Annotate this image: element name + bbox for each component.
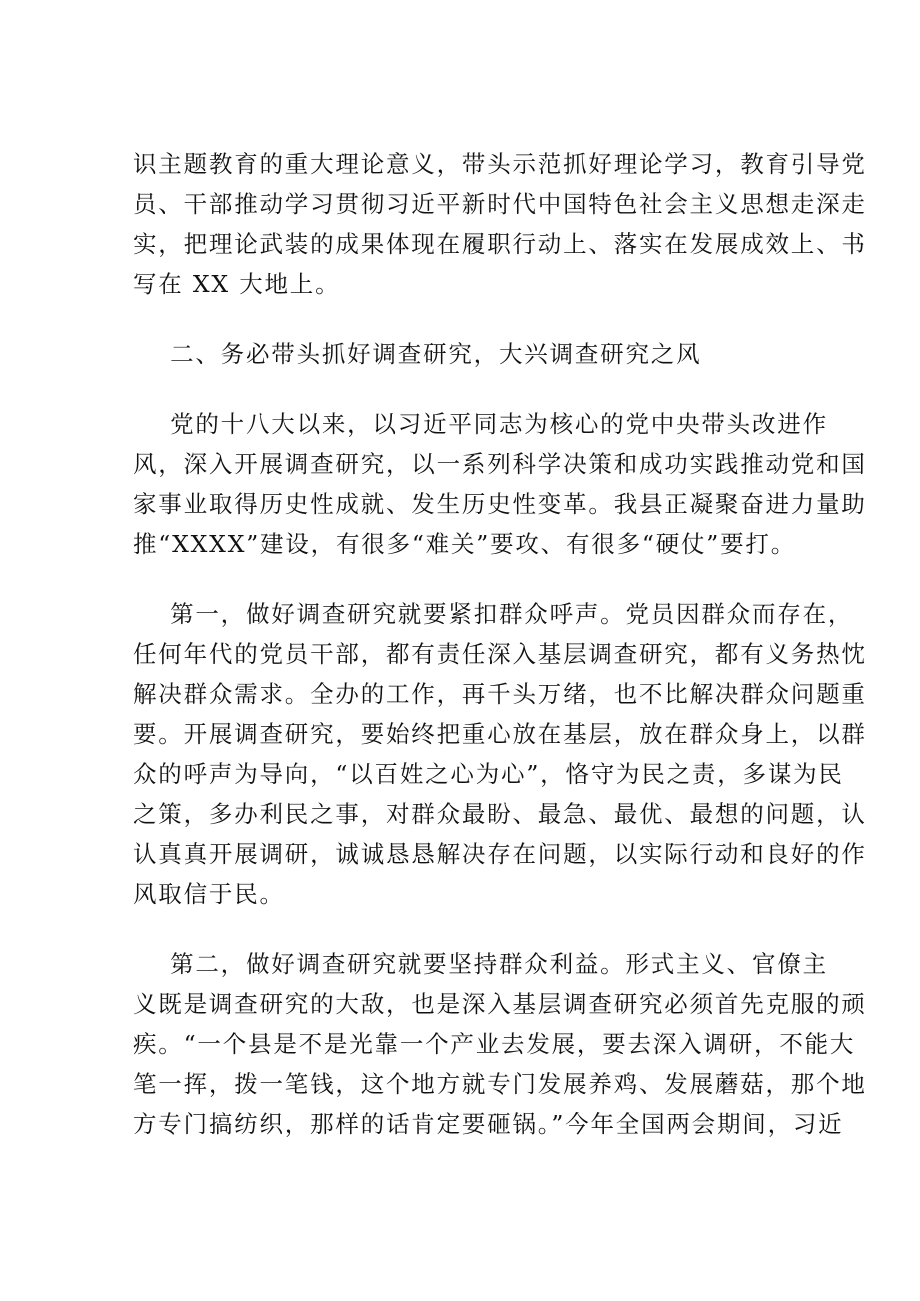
text-line: 识主题教育的重大理论意义，带头示范抓好理论学习，教育引导党 xyxy=(133,150,867,178)
text-line: 要。开展调查研究，要始终把重心放在基层，放在群众身上，以群 xyxy=(133,720,867,748)
text-line: 疾。“一个县是不是光靠一个产业去发展，要去深入调研，不能大 xyxy=(133,1030,856,1058)
text-line: 风取信于民。 xyxy=(133,880,285,908)
text-line: 风，深入开展调查研究，以一系列科学决策和成功实践推动党和国 xyxy=(133,450,867,478)
text-line: 党的十八大以来，以习近平同志为核心的党中央带头改进作 xyxy=(133,410,828,438)
text-line: 认真真开展调研，诚诚恳恳解决存在问题，以实际行动和良好的作 xyxy=(133,840,867,868)
document-body xyxy=(133,144,867,1144)
text-line: 推“XXXX”建设，有很多“难关”要攻、有很多“硬仗”要打。 xyxy=(133,530,797,558)
text-line: 写在 XX 大地上。 xyxy=(133,270,341,298)
text-line: 员、干部推动学习贯彻习近平新时代中国特色社会主义思想走深走 xyxy=(133,190,867,218)
text-line: 解决群众需求。全办的工作，再千头万绪，也不比解决群众问题重 xyxy=(133,680,867,708)
text-line: 家事业取得历史性成就、发生历史性变革。我县正凝聚奋进力量助 xyxy=(133,490,867,518)
text-line: 笔一挥，拨一笔钱，这个地方就专门发展养鸡、发展蘑菇，那个地 xyxy=(133,1070,867,1098)
text-line: 义既是调查研究的大敌，也是深入基层调查研究必须首先克服的顽 xyxy=(133,990,867,1018)
text-line: 方专门搞纺织，那样的话肯定要砸锅。”今年全国两会期间，习近 xyxy=(133,1110,844,1138)
text-line: 众的呼声为导向，“以百姓之心为心”，恪守为民之责，多谋为民 xyxy=(133,760,844,788)
section-heading: 二、务必带头抓好调查研究，大兴调查研究之风 xyxy=(133,340,702,368)
text-line: 实，把理论武装的成果体现在履职行动上、落实在发展成效上、书 xyxy=(133,230,867,258)
text-line: 之策，多办利民之事，对群众最盼、最急、最优、最想的问题，认 xyxy=(133,800,867,828)
text-line: 任何年代的党员干部，都有责任深入基层调查研究，都有义务热忱 xyxy=(133,640,867,668)
text-line: 第一，做好调查研究就要紧扣群众呼声。党员因群众而存在， xyxy=(133,600,854,628)
text-line: 第二，做好调查研究就要坚持群众利益。形式主义、官僚主 xyxy=(133,950,828,978)
